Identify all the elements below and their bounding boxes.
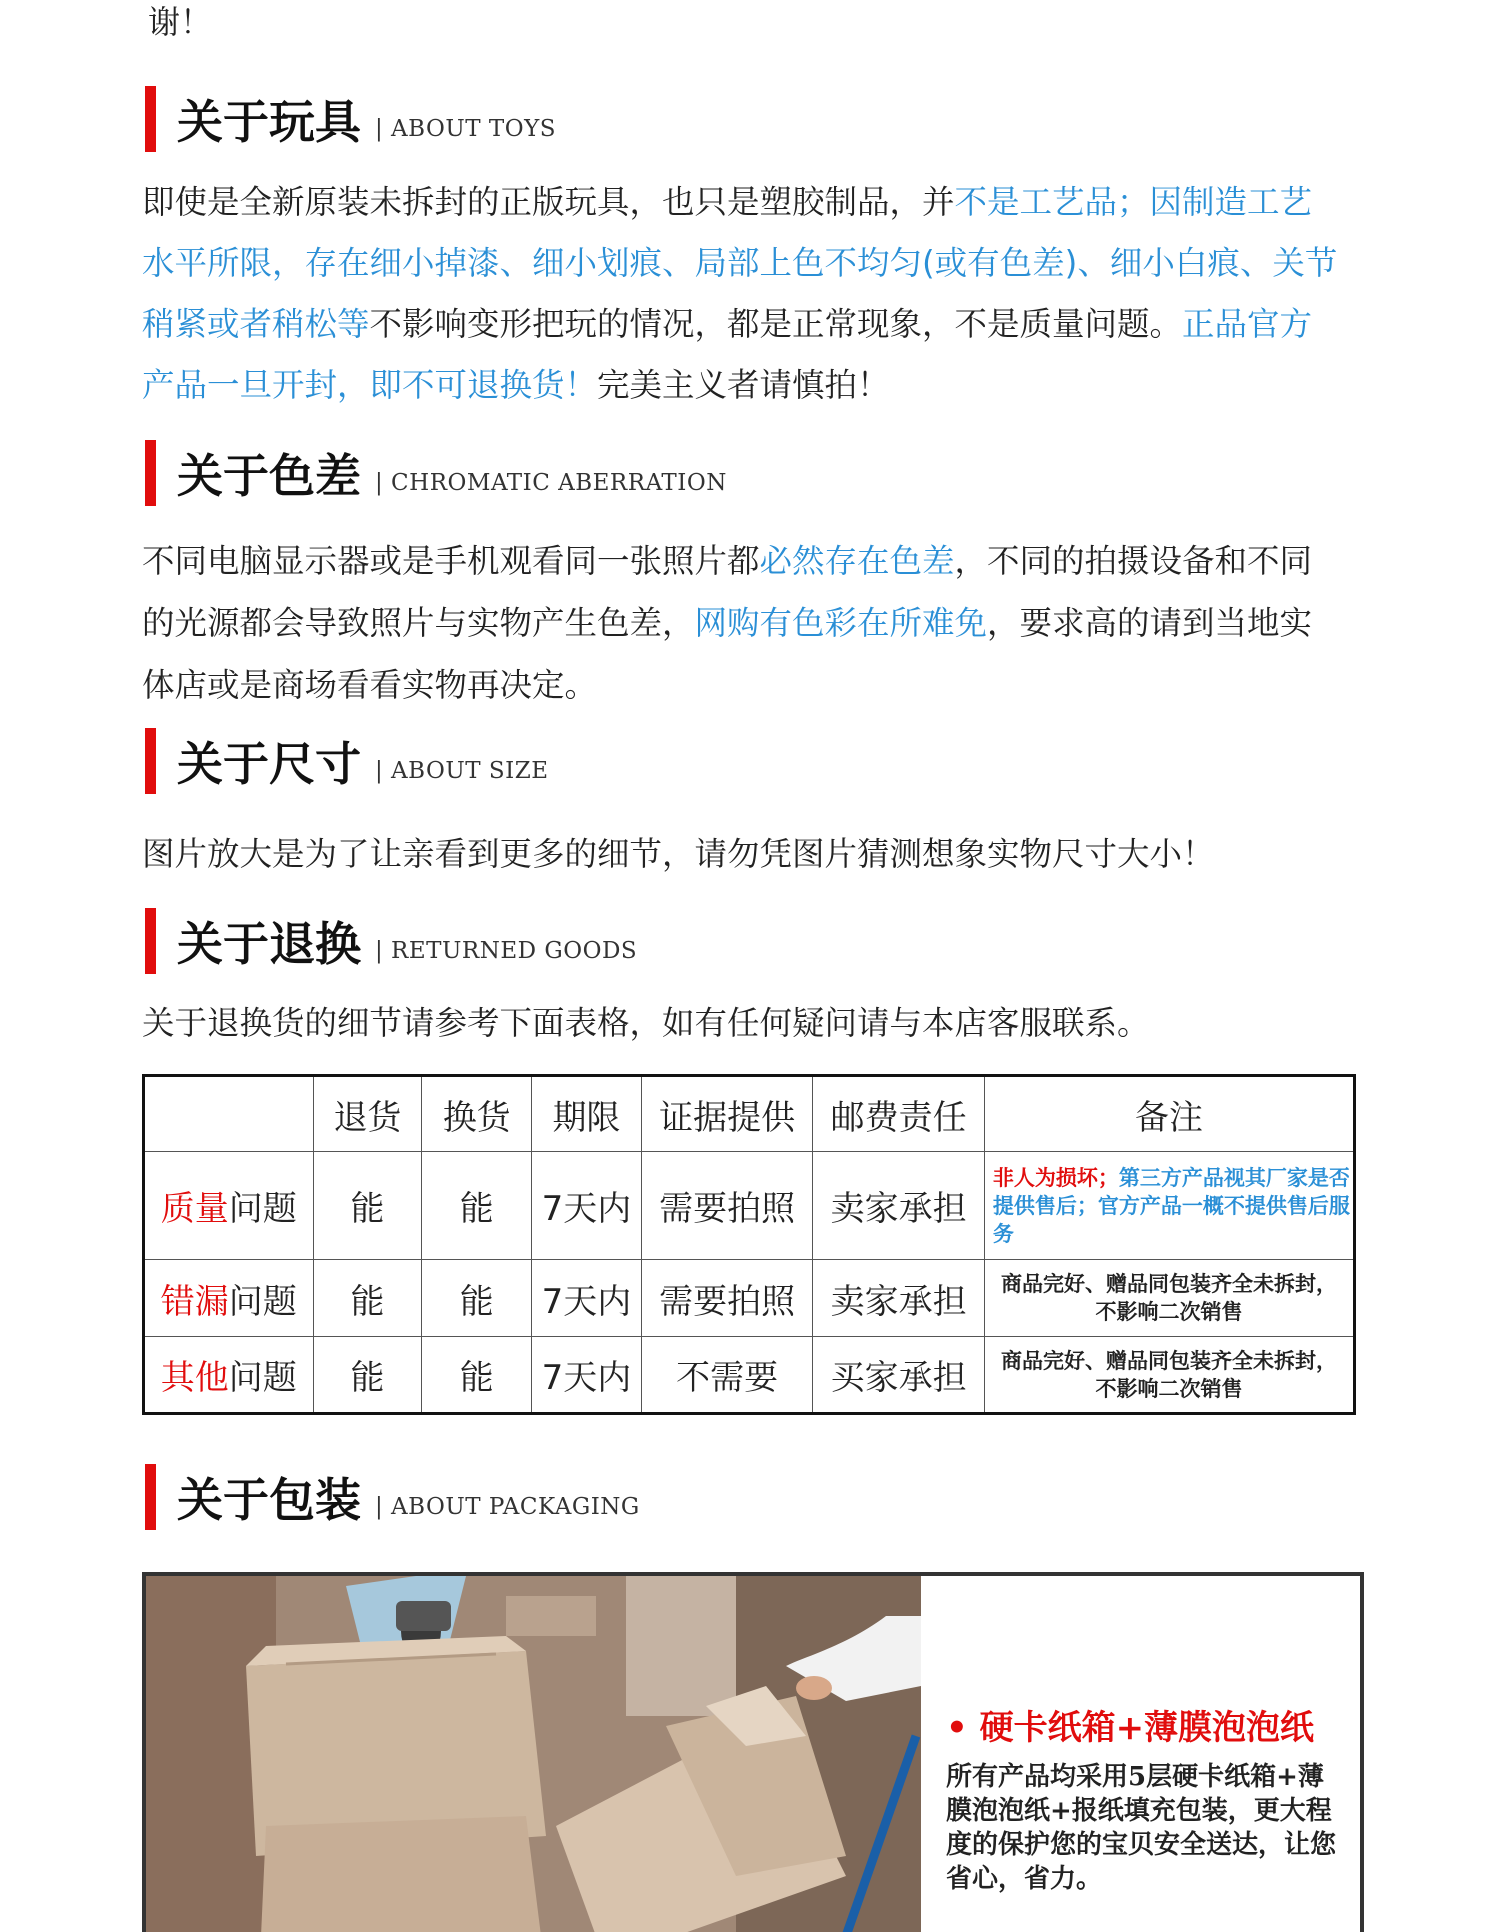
packaging-photo-illustration [146, 1576, 921, 1932]
issue-type-cell [144, 1260, 314, 1337]
toys-text-1: 即使是全新原装未拆封的正版玩具，也只是塑胶制品，并 [142, 183, 955, 221]
section-header-packaging [145, 1464, 640, 1530]
postage-cell: 买家承担 [813, 1337, 985, 1414]
section-title: 关于尺寸 [177, 737, 361, 791]
returns-paragraph: 关于退换货的细节请参考下面表格，如有任何疑问请与本店客服联系。 [142, 1004, 1150, 1042]
note-cell: 商品完好、赠品同包装齐全未拆封，不影响二次销售 [984, 1260, 1354, 1337]
evidence-cell: 需要拍照 [641, 1152, 813, 1260]
period-cell: 7天内 [532, 1260, 642, 1337]
section-title: 关于色差 [177, 449, 361, 503]
toys-text-3: 完美主义者请慎拍！ [597, 366, 890, 404]
section-subtitle-en: | ABOUT PACKAGING [375, 1494, 640, 1520]
table-row [144, 1260, 1355, 1337]
note-highlight: 非人为损坏； [992, 1165, 1119, 1190]
section-header-color [145, 440, 727, 506]
packaging-panel [142, 1572, 1364, 1932]
color-text-1: 不同电脑显示器或是手机观看同一张照片都 [142, 542, 760, 580]
period-cell: 7天内 [532, 1152, 642, 1260]
note-cell [984, 1152, 1354, 1260]
issue-type-highlight: 错漏 [160, 1281, 229, 1322]
returns-table [142, 1074, 1356, 1415]
section-accent-bar [145, 1464, 156, 1530]
issue-type-cell [144, 1152, 314, 1260]
section-accent-bar [145, 728, 156, 794]
size-paragraph: 图片放大是为了让亲看到更多的细节，请勿凭图片猜测想象实物尺寸大小！ [142, 835, 1215, 873]
toys-text-highlight-2: 正品官方产品一旦开封，即不可退换货！ [142, 305, 1313, 404]
postage-cell: 卖家承担 [813, 1260, 985, 1337]
evidence-cell: 不需要 [641, 1337, 813, 1414]
return-cell: 能 [313, 1337, 422, 1414]
packaging-body: 所有产品均采用5层硬卡纸箱+薄膜泡泡纸+报纸填充包装，更大程度的保护您的宝贝安全送达，让您省心，省力。 [946, 1762, 1337, 1894]
packaging-description [946, 1706, 1346, 1896]
section-header-size [145, 728, 549, 794]
exchange-cell: 能 [422, 1260, 532, 1337]
return-cell: 能 [313, 1152, 422, 1260]
evidence-cell: 需要拍照 [641, 1260, 813, 1337]
table-header-cell: 退货 [313, 1076, 422, 1152]
table-header-cell: 期限 [532, 1076, 642, 1152]
top-text-fragment: 谢！ [148, 3, 213, 41]
exchange-cell: 能 [422, 1152, 532, 1260]
section-subtitle-en: | ABOUT SIZE [375, 758, 549, 784]
issue-type-suffix: 问题 [228, 1358, 297, 1398]
issue-type-highlight: 其他 [160, 1358, 229, 1398]
table-header-cell: 证据提供 [641, 1076, 813, 1152]
issue-type-suffix: 问题 [228, 1281, 297, 1322]
toys-text-highlight-1: 不是工艺品；因制造工艺水平所限，存在细小掉漆、细小划痕、局部上色不均匀(或有色差)、细小白痕、关节稍紧或者稍松等 [142, 183, 1338, 343]
period-cell: 7天内 [532, 1337, 642, 1414]
table-row [144, 1152, 1355, 1260]
section-subtitle-en: | CHROMATIC ABERRATION [375, 470, 727, 496]
color-text-highlight-2: 网购有色彩在所难免 [694, 604, 988, 642]
section-accent-bar [145, 86, 156, 152]
packaging-photo [146, 1576, 921, 1932]
section-accent-bar [145, 440, 156, 506]
section-accent-bar [145, 908, 156, 974]
exchange-cell: 能 [422, 1337, 532, 1414]
toys-paragraph [142, 172, 1342, 416]
table-header-cell [144, 1076, 314, 1152]
issue-type-suffix: 问题 [228, 1189, 297, 1229]
toys-text-2: 不影响变形把玩的情况，都是正常现象，不是质量问题。 [369, 305, 1183, 343]
color-text-highlight-1: 必然存在色差 [759, 542, 955, 580]
section-header-toys [145, 86, 556, 152]
return-cell: 能 [313, 1260, 422, 1337]
note-cell: 商品完好、赠品同包装齐全未拆封，不影响二次销售 [984, 1337, 1354, 1414]
table-header-cell: 备注 [984, 1076, 1354, 1152]
packaging-heading: • 硬卡纸箱+薄膜泡泡纸 [946, 1708, 1315, 1748]
section-subtitle-en: | ABOUT TOYS [375, 116, 557, 142]
postage-cell: 卖家承担 [813, 1152, 985, 1260]
table-row [144, 1337, 1355, 1414]
section-header-returns [145, 908, 637, 974]
table-header-cell: 换货 [422, 1076, 532, 1152]
table-header-cell: 邮费责任 [813, 1076, 985, 1152]
color-paragraph [142, 530, 1342, 716]
section-subtitle-en: | RETURNED GOODS [375, 938, 638, 964]
section-title: 关于退换 [177, 917, 361, 971]
color-text-3: ，要求高的请到当地实体店或是商场看看实物再决定。 [142, 604, 1313, 704]
section-title: 关于包装 [177, 1473, 361, 1527]
section-title: 关于玩具 [177, 95, 361, 149]
note-text: 第三方产品视其厂家是否提供售后；官方产品一概不提供售后服务 [992, 1165, 1350, 1246]
color-text-2: ，不同的拍摄设备和不同的光源都会导致照片与实物产生色差， [142, 542, 1313, 642]
issue-type-highlight: 质量 [160, 1189, 229, 1229]
table-header-row [144, 1076, 1355, 1152]
issue-type-cell [144, 1337, 314, 1414]
